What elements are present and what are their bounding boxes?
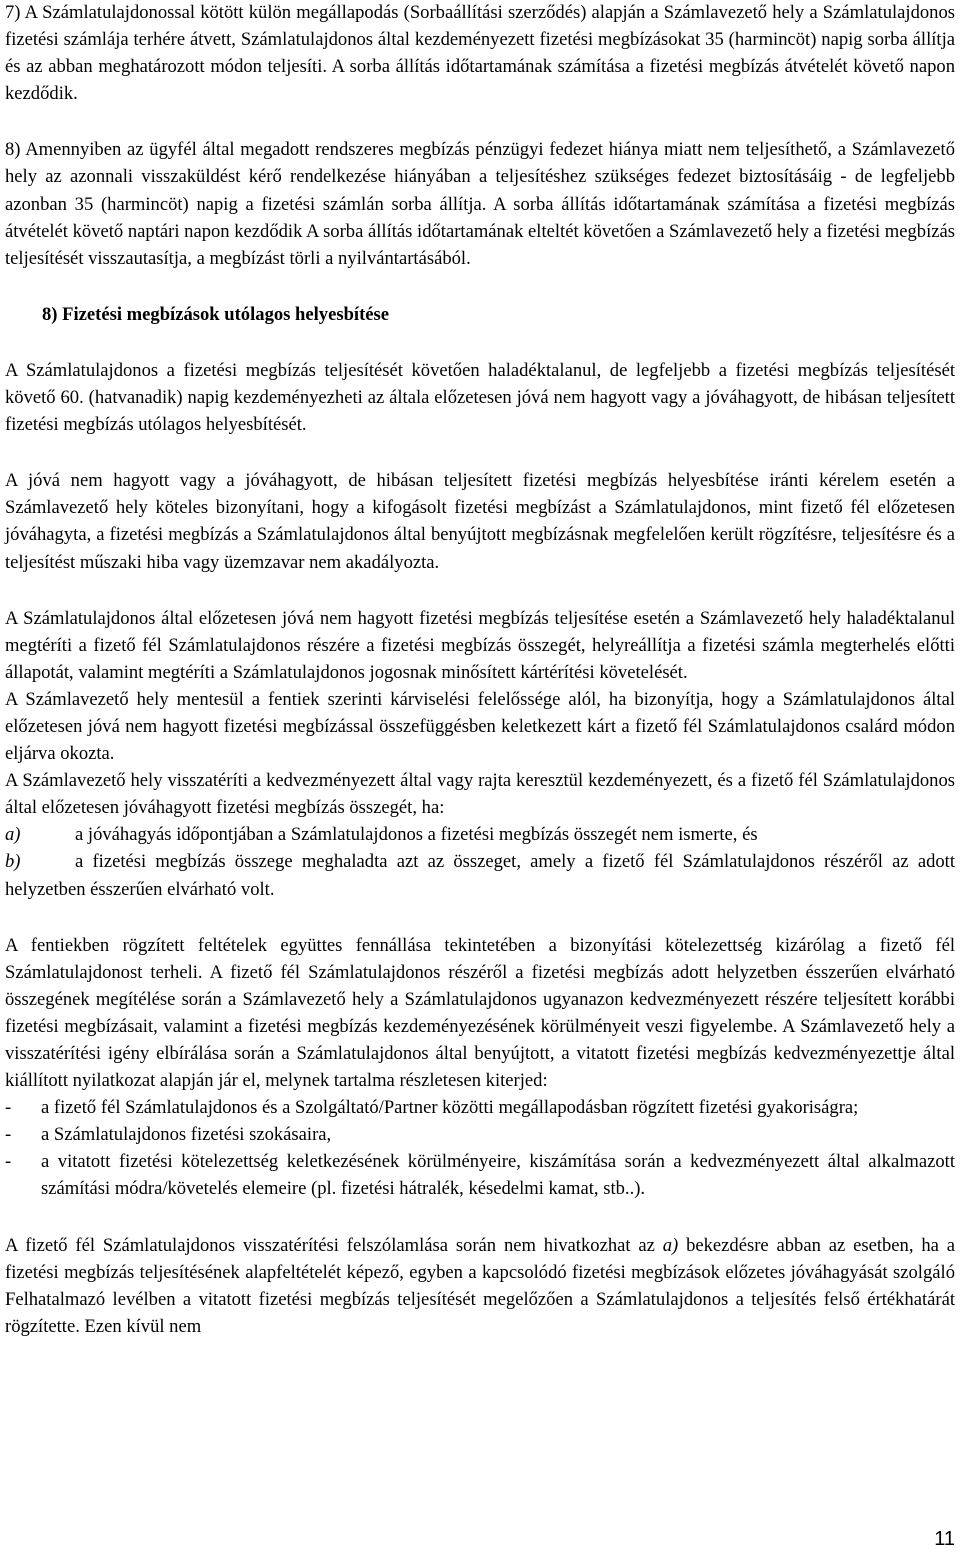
- paragraph-visszaterites: A Számlavezető hely visszatéríti a kedvezményezett által vagy rajta keresztül kezdeményezett, és a fizető fél Számlatulajdonos által előzetesen jóváhagyott fizetési megbízás összegét, ha:: [5, 770, 955, 819]
- dash-item-korulmenyek: [5, 1148, 955, 1202]
- list-item-label: a): [5, 824, 21, 846]
- paragraph-megterites: A Számlatulajdonos által előzetesen jóvá nem hagyott fizetési megbízás teljesítése esetén a Számlavezető hely haladéktalanul megtéríti a fizető fél Számlatulajdonos részére a fizetési megbízás összegét, helyreállítja a fizetési számla megterhelés előtti állapotát, valamint megtéríti a Számlatulajdonos jogosnak minősített kártérítési követelését.: [5, 607, 955, 683]
- dash-item-text: a vitatott fizetési kötelezettség keletkezésének körülményeire, kiszámítása során a kedvezményezett által alkalmazott számítási módra/követelés elemeire (pl. fizetési hátralék, késedelmi kamat, stb..).: [41, 1151, 955, 1200]
- dash-mark: -: [5, 1151, 12, 1173]
- page-number: 11: [934, 1528, 955, 1550]
- paragraph-reference: a): [662, 1234, 679, 1256]
- section-heading: 8) Fizetési megbízások utólagos helyesbítése: [42, 303, 390, 325]
- dash-item-szokasok: [5, 1121, 955, 1148]
- dash-item-text: a Számlatulajdonos fizetési szokásaira,: [41, 1124, 332, 1146]
- paragraph-feltetelek: A fentiekben rögzített feltételek együttes fennállása tekintetében a bizonyítási kötelezettség kizárólag a fizető fél Számlatulajdonost terheli. A fizető fél Számlatulajdonos részéről a fizetési megbízás adott helyzetben ésszerűen elvárható összegének megítélése során a Számlavezető hely a Számlatulajdonos ugyanazon kedvezményezett részére teljesített korábbi fizetési megbízásait, valamint a fizetési megbízás kezdeményezésének körülményeit veszi figyelembe. A Számlavezető hely a visszatérítési igény elbírálása során a Számlatulajdonos által benyújtott, a vitatott fizetési megbízás kedvezményezettje által kiállított nyilatkozat alapján jár el, melynek tartalma részletesen kiterjed:: [5, 934, 955, 1092]
- paragraph-mentesules: A Számlavezető hely mentesül a fentiek szerinti kárviselési felelőssége alól, ha bizonyítja, hogy a Számlatulajdonos által előzetesen jóvá nem hagyott fizetési megbízással összefüggésben keletkezett kárt a fizető fél Számlatulajdonos csalárd módon eljárva okozta.: [5, 688, 955, 765]
- dash-mark: -: [5, 1097, 12, 1119]
- paragraph-7-sorba-allitas: 7) A Számlatulajdonossal kötött külön megállapodás (Sorbaállítási szerződés) alapján a Számlavezető hely a Számlatulajdonos fizetési számlája terhére átvett, Számlatulajdonos által kezdeményezett fizetési megbízásokat 35 (harmincöt) napig sorba állítja és az abban meghatározott módon teljesíti. A sorba állítás időtartamának számítása a fizetési megbízás átvételét követő napon kezdődik.: [5, 2, 955, 105]
- dash-item-gyakorisag: [5, 1094, 955, 1121]
- list-item-text: a jóváhagyás időpontjában a Számlatulajdonos a fizetési megbízás összegét nem ismerte, és: [75, 824, 758, 846]
- dash-item-text: a fizető fél Számlatulajdonos és a Szolgáltató/Partner közötti megállapodásban rögzített fizetési gyakoriságra;: [41, 1097, 859, 1119]
- paragraph-felszolamlas: [5, 1232, 955, 1340]
- list-item-a: [5, 821, 955, 848]
- list-item-label: b): [5, 851, 21, 873]
- list-item-text: a fizetési megbízás összege meghaladta azt az összeget, amely a fizető fél Számlatulajdonos részéről az adott helyzetben ésszerűen elvárható volt.: [5, 851, 955, 900]
- list-item-b: [5, 848, 955, 902]
- dash-mark: -: [5, 1124, 12, 1146]
- paragraph-helyesbites-kezdemenyezes: A Számlatulajdonos a fizetési megbízás teljesítését követően haladéktalanul, de legfeljebb a fizetési megbízás teljesítését követő 60. (hatvanadik) napig kezdeményezheti az általa előzetesen jóvá nem hagyott vagy a jóváhagyott, de hibásan teljesített fizetési megbízás utólagos helyesbítését.: [5, 359, 955, 436]
- paragraph-text: bekezdésre abban az esetben, ha a fizetési megbízás teljesítésének alapfeltételét képező, egyben a kapcsolódó fizetési megbízások előzetes jóváhagyását szolgáló Felhatalmazó levélben a vitatott fizetési megbízás teljesítését megelőzően a Számlatulajdonos a teljesítés felső értékhatárát rögzítette. Ezen kívül nem: [5, 1234, 955, 1337]
- paragraph-8-rendszeres-megbizas: 8) Amennyiben az ügyfél által megadott rendszeres megbízás pénzügyi fedezet hiánya miatt nem teljesíthető, a Számlavezető hely az azonnali visszaküldést kérő rendelkezése hiányában a teljesítéshez szükséges fedezet biztosításáig - de legfeljebb azonban 35 (harmincöt) napig a fizetési számlán sorba állítja. A sorba állítás időtartamának számítása a fizetési megbízás átvételét követő naptári napon kezdődik A sorba állítás időtartamának elteltét követően a Számlavezető hely a fizetési megbízás teljesítését visszautasítja, a megbízást törli a nyilvántartásából.: [5, 139, 955, 269]
- paragraph-text: A fizető fél Számlatulajdonos visszatérítési felszólamlása során nem hivatkozhat az: [5, 1234, 663, 1256]
- document-page: [5, 0, 955, 1340]
- paragraph-bizonyitasi-kotelezettseg: A jóvá nem hagyott vagy a jóváhagyott, de hibásan teljesített fizetési megbízás helyesbítése iránti kérelem esetén a Számlavezető hely köteles bizonyítani, hogy a kifogásolt fizetési megbízást a Számlatulajdonos, mint fizető fél előzetesen jóváhagyta, a fizetési megbízás a Számlatulajdonos által benyújtott megbízásnak megfelelően került rögzítésre, teljesítésre és a teljesítést műszaki hiba vagy üzemzavar nem akadályozta.: [5, 470, 955, 573]
